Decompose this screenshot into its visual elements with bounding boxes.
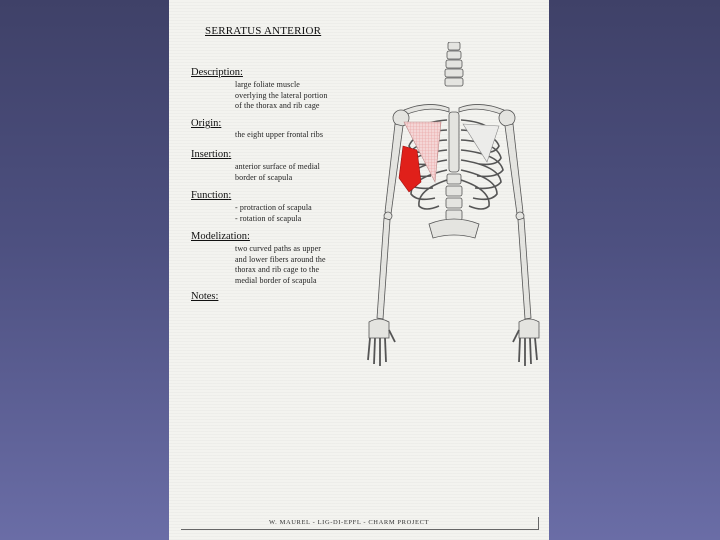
- section-text-description: large foliate muscle overlying the lateral portion of the thorax and rib cage: [235, 80, 328, 110]
- document-page: [169, 0, 549, 540]
- right-humerus: [505, 124, 523, 214]
- left-forearm: [377, 218, 390, 319]
- right-hand: [513, 319, 539, 366]
- cervical-vertebra: [445, 69, 463, 77]
- section-label-insertion: Insertion:: [191, 149, 232, 160]
- cervical-vertebra: [447, 51, 461, 59]
- right-forearm: [518, 218, 531, 319]
- pelvis: [429, 219, 479, 238]
- lumbar-spine: [446, 174, 462, 220]
- left-clavicle: [404, 104, 449, 115]
- cervical-vertebra: [448, 42, 460, 50]
- right-scapula: [463, 124, 499, 162]
- right-shoulder-joint: [499, 110, 515, 126]
- footer-credit: W. MAUREL - LIG-DI-EPFL - CHARM PROJECT: [269, 519, 430, 526]
- right-clavicle: [459, 104, 504, 115]
- left-hand: [368, 319, 395, 366]
- section-label-modelization: Modelization:: [191, 231, 250, 242]
- section-label-description: Description:: [191, 67, 243, 78]
- skeleton-illustration: [359, 42, 549, 382]
- section-text-function: - protraction of scapula - rotation of scapula: [235, 203, 312, 223]
- section-label-function: Function:: [191, 190, 232, 201]
- cervical-vertebra: [446, 60, 462, 68]
- section-label-notes: Notes:: [191, 291, 219, 302]
- page-title: SERRATUS ANTERIOR: [205, 25, 322, 37]
- serratus-anterior-muscle: [399, 146, 421, 192]
- footer-tick: [538, 517, 539, 530]
- section-label-origin: Origin:: [191, 118, 222, 129]
- cervical-vertebra: [445, 78, 463, 86]
- footer-rule: [181, 529, 539, 530]
- section-text-origin: the eight upper frontal ribs: [235, 130, 324, 139]
- section-text-modelization: two curved paths as upper and lower fibers around the thorax and rib cage to the medial border of scapula: [235, 244, 326, 285]
- sternum: [449, 112, 459, 172]
- section-text-insertion: anterior surface of medial border of scapula: [235, 162, 321, 182]
